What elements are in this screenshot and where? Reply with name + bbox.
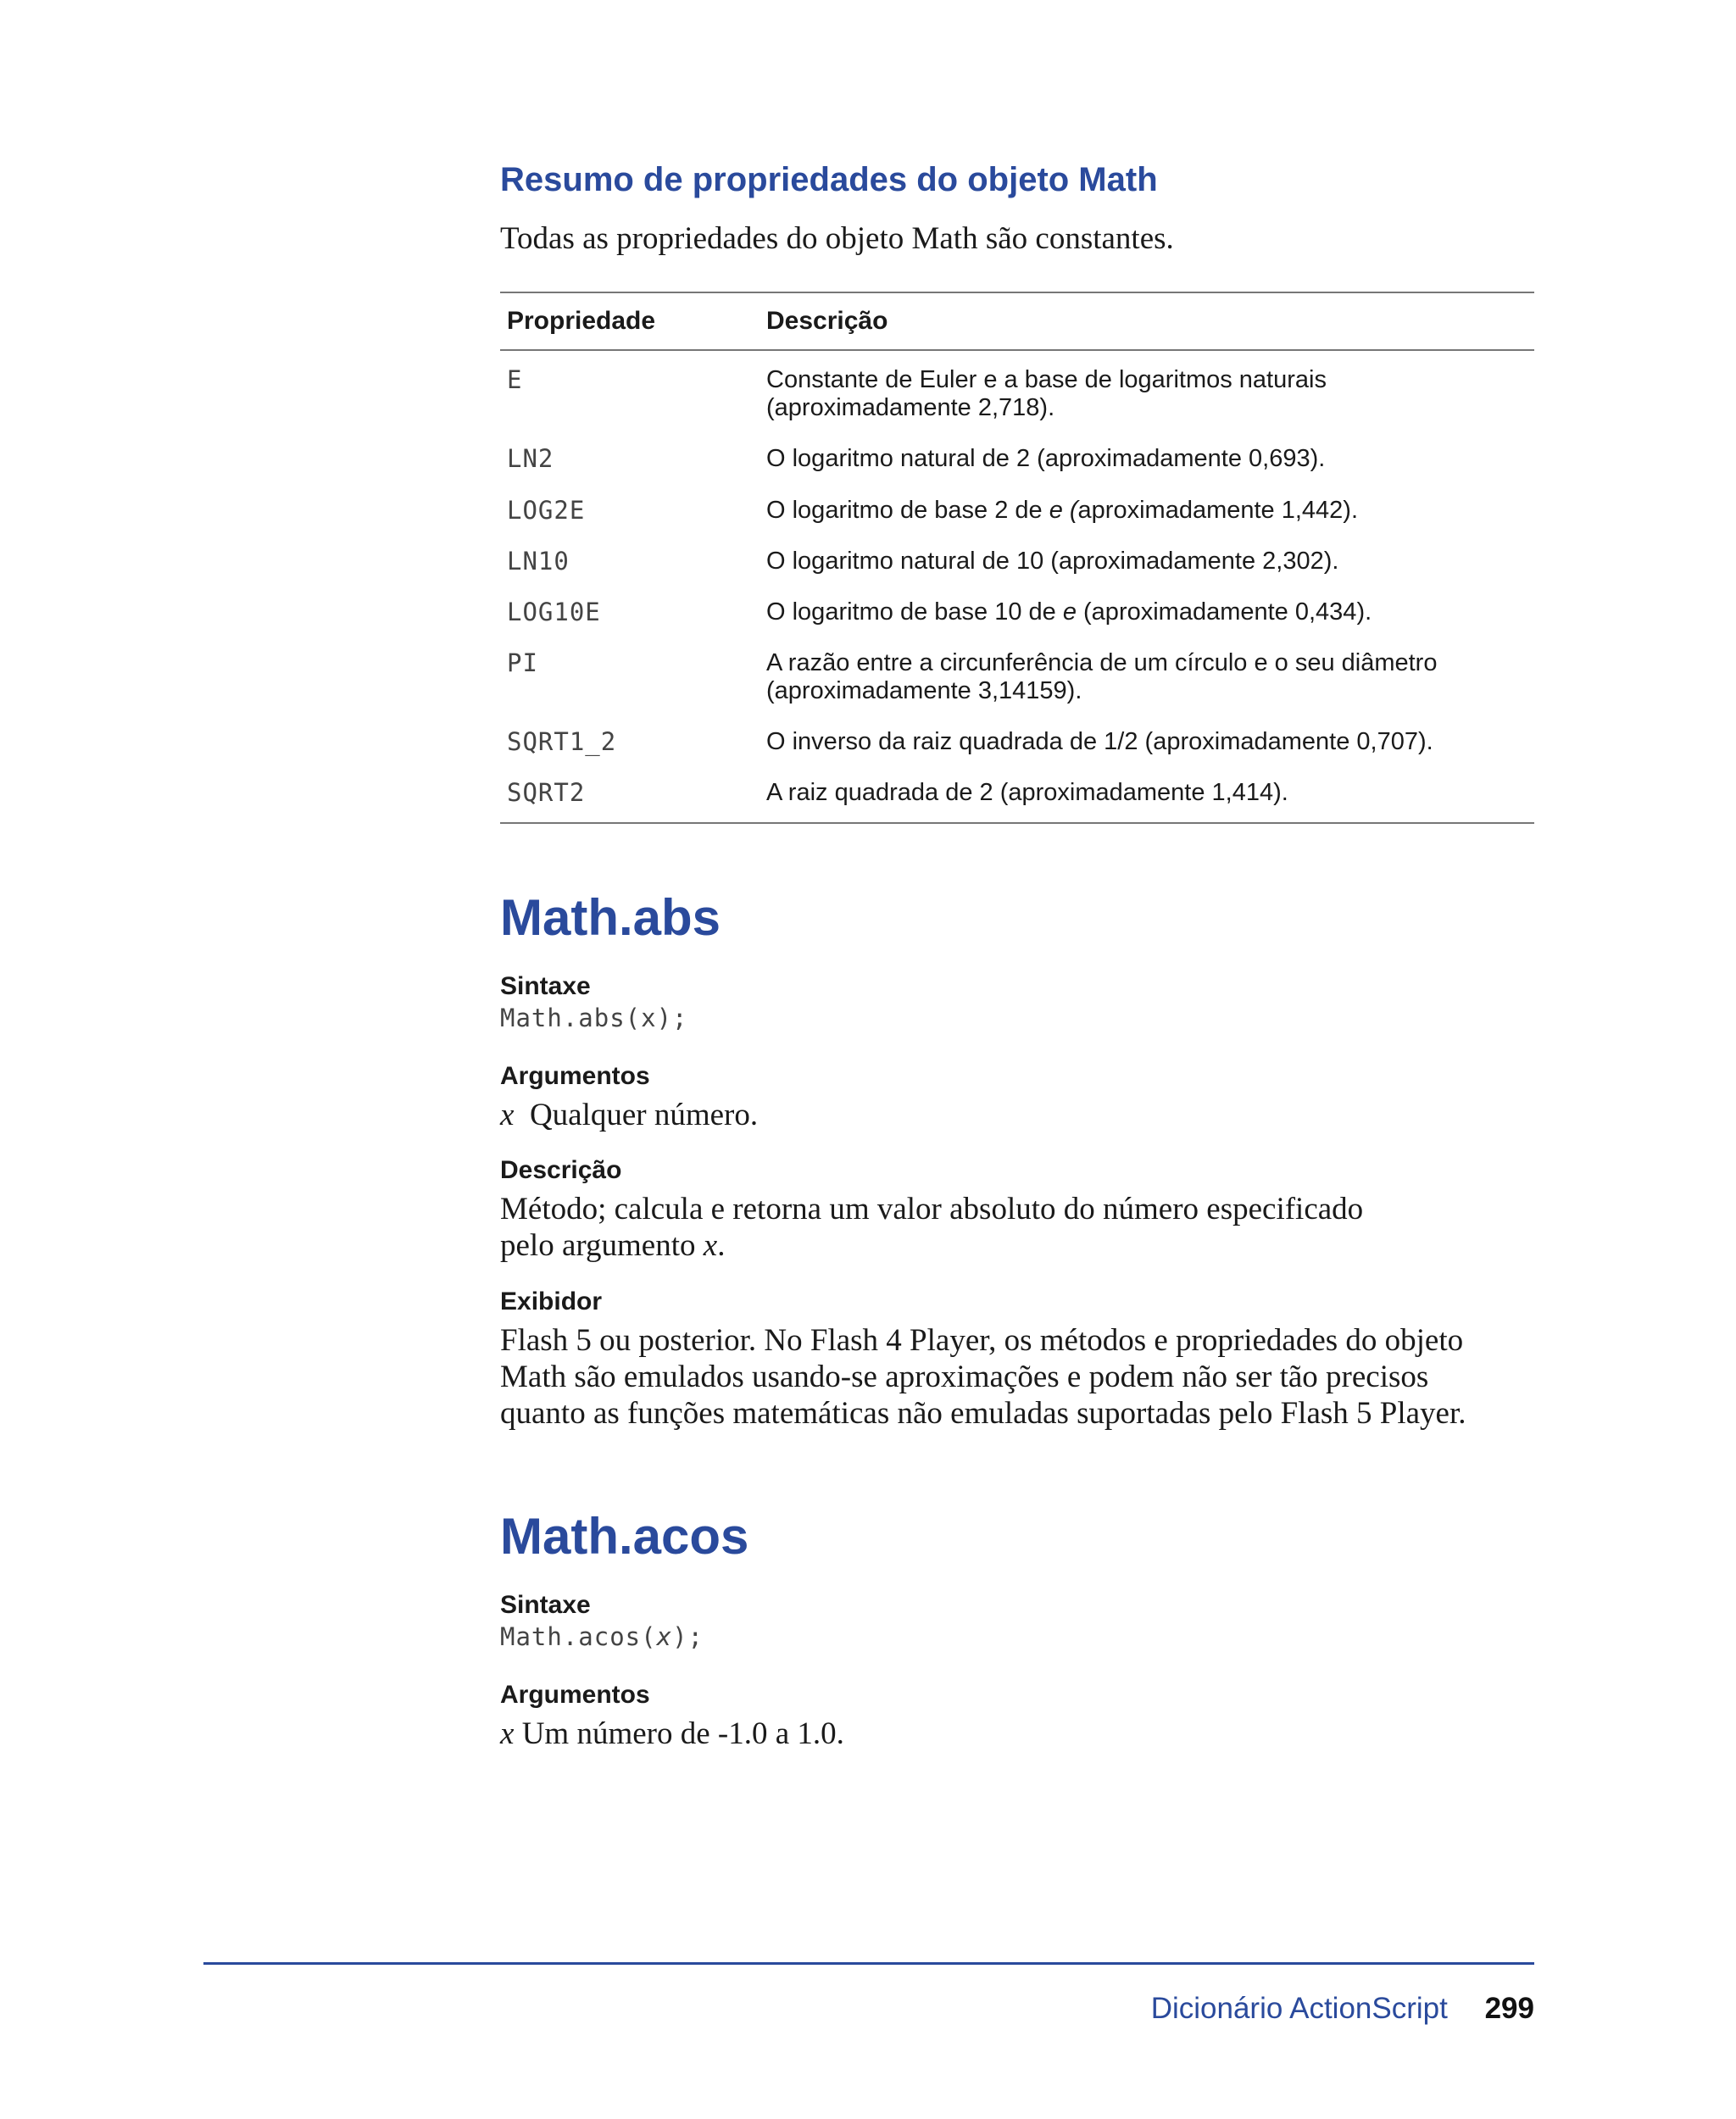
table-row xyxy=(500,715,1534,766)
method-description xyxy=(500,1191,1534,1265)
property-description xyxy=(760,637,1534,715)
table-row xyxy=(500,586,1534,637)
description-emphasis: e ( xyxy=(1049,496,1078,524)
summary-heading: Resumo de propriedades do objeto Math xyxy=(500,161,1158,198)
description-text: . xyxy=(717,1228,726,1264)
description-text: aproximadamente 1,442). xyxy=(1077,496,1359,524)
argument-name: x xyxy=(500,1097,515,1132)
property-name: LN10 xyxy=(507,546,570,576)
footer-title: Dicionário ActionScript xyxy=(1150,1992,1448,2025)
syntax-code xyxy=(500,1622,1534,1651)
table-row xyxy=(500,350,1534,432)
syntax-argument: x xyxy=(656,1621,673,1651)
player-description xyxy=(500,1322,1534,1432)
description-line: Método; calcula e retorna um valor absoluto do número especificado xyxy=(500,1192,1364,1227)
argument-name: x xyxy=(703,1228,718,1264)
footer-divider xyxy=(203,1962,1534,1965)
properties-table xyxy=(500,292,1534,823)
property-description: O inverso da raiz quadrada de 1/2 (aproximadamente 0,707). xyxy=(766,727,1433,755)
argument-description xyxy=(500,1716,1534,1752)
table-header-row xyxy=(500,292,1534,350)
table-row xyxy=(500,432,1534,483)
page-footer xyxy=(1151,1992,1534,2026)
property-name: SQRT2 xyxy=(507,777,586,807)
syntax-code: Math.abs(x); xyxy=(500,1003,688,1032)
table-row xyxy=(500,484,1534,535)
argument-name: x xyxy=(500,1716,515,1751)
description-line: (aproximadamente 2,718). xyxy=(766,394,1055,422)
description-line: A razão entre a circunferência de um círculo e o seu diâmetro xyxy=(766,648,1438,676)
table-row xyxy=(500,637,1534,715)
page-number: 299 xyxy=(1484,1992,1534,2025)
player-label: Exibidor xyxy=(500,1287,603,1315)
method-title-abs: Math.abs xyxy=(500,888,721,946)
property-name: LN2 xyxy=(507,444,554,474)
arguments-label: Argumentos xyxy=(500,1680,650,1709)
description-line: Constante de Euler e a base de logaritmos naturais xyxy=(766,366,1327,394)
summary-intro: Todas as propriedades do objeto Math são constantes. xyxy=(500,221,1174,256)
argument-description xyxy=(500,1097,1534,1133)
syntax-text: ); xyxy=(672,1621,704,1651)
property-description: O logaritmo natural de 2 (aproximadamente 0,693). xyxy=(766,445,1326,473)
argument-text: Um número de -1.0 a 1.0. xyxy=(521,1716,844,1751)
header-description: Descrição xyxy=(760,292,1534,350)
property-description xyxy=(760,484,1534,535)
table-row xyxy=(500,766,1534,823)
property-description: O logaritmo natural de 10 (aproximadamente 2,302). xyxy=(766,547,1339,575)
syntax-label: Sintaxe xyxy=(500,971,591,1000)
description-text: pelo argumento xyxy=(500,1228,704,1264)
player-line: quanto as funções matemáticas não emuladas suportadas pelo Flash 5 Player. xyxy=(500,1396,1466,1432)
arguments-label: Argumentos xyxy=(500,1061,650,1090)
table-row xyxy=(500,535,1534,586)
argument-text: Qualquer número. xyxy=(529,1097,759,1132)
syntax-label: Sintaxe xyxy=(500,1590,591,1619)
method-title-acos: Math.acos xyxy=(500,1507,749,1565)
syntax-text: Math.acos( xyxy=(500,1621,657,1651)
property-name: LOG10E xyxy=(507,597,601,626)
description-line: (aproximadamente 3,14159). xyxy=(766,676,1082,704)
property-description xyxy=(760,350,1534,432)
property-name: SQRT1_2 xyxy=(507,726,617,756)
description-text: (aproximadamente 0,434). xyxy=(1076,598,1372,626)
player-line: Math são emulados usando-se aproximações e podem não ser tão precisos xyxy=(500,1359,1429,1394)
property-description xyxy=(760,586,1534,637)
description-text: O logaritmo de base 10 de xyxy=(766,598,1063,626)
property-name: LOG2E xyxy=(507,495,586,525)
description-text: O logaritmo de base 2 de xyxy=(766,496,1049,524)
property-description: A raiz quadrada de 2 (aproximadamente 1,414). xyxy=(766,778,1288,806)
property-name: PI xyxy=(507,648,538,677)
header-property: Propriedade xyxy=(500,292,760,350)
page-content xyxy=(500,161,1534,1774)
description-emphasis: e xyxy=(1062,598,1077,626)
description-label: Descrição xyxy=(500,1156,622,1185)
property-name: E xyxy=(507,365,523,395)
player-line: Flash 5 ou posterior. No Flash 4 Player, os métodos e propriedades do objeto xyxy=(500,1322,1464,1358)
